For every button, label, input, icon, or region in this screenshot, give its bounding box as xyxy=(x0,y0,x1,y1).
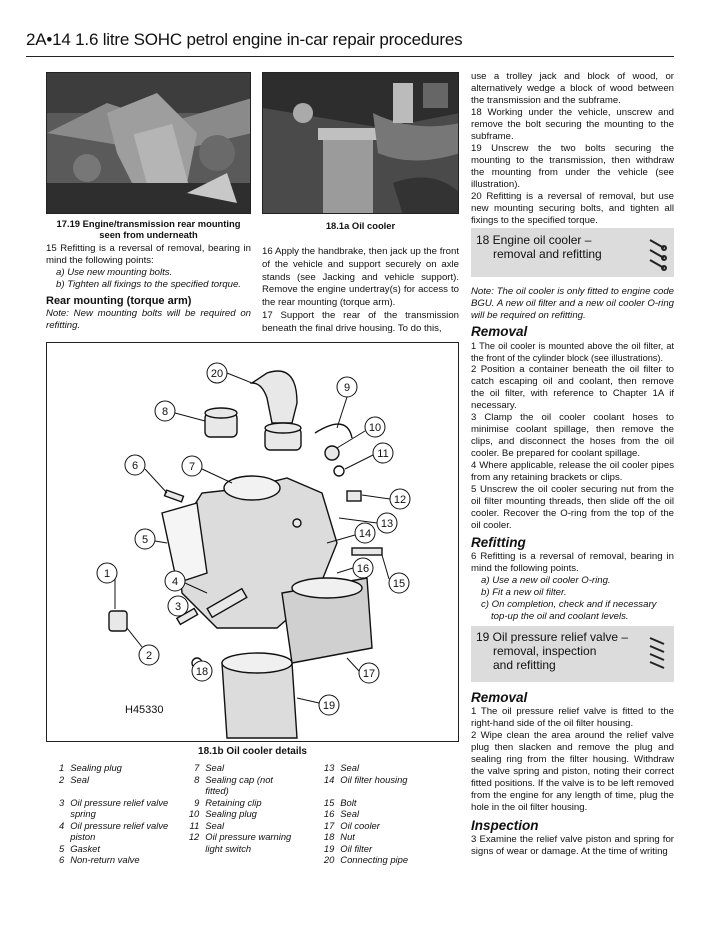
parts-row xyxy=(52,774,452,786)
section-18-box xyxy=(471,228,674,277)
caption-18-1a: 18.1a Oil cooler xyxy=(325,220,396,231)
callout-15: 15 xyxy=(392,578,406,590)
section-19-box xyxy=(471,626,674,682)
part-name: Bolt xyxy=(340,796,357,808)
part-number: 9 xyxy=(194,796,200,808)
callout-1: 1 xyxy=(103,568,111,580)
part-number: 5 xyxy=(59,842,65,854)
part-number: 6 xyxy=(59,854,65,865)
para-17: 17 Support the rear of the transmission beneath the final drive housing. To do this, xyxy=(262,309,459,334)
refit-6a: a) Use a new oil cooler O-ring. xyxy=(481,575,611,586)
note-18: Note: The oil cooler is only fitted to engine code BGU. A new oil filter and a new oil cooler O-ring will be required on refitting. xyxy=(471,286,674,321)
part-name xyxy=(205,854,322,866)
part-number: 2 xyxy=(59,773,65,785)
callout-16: 16 xyxy=(356,563,370,575)
part-name: Seal xyxy=(340,762,360,773)
para-15: 15 Refitting is a reversal of removal, bearing in mind the following points: xyxy=(46,243,251,266)
note-rear-mounting: Note: New mounting bolts will be required on refitting. xyxy=(46,308,251,331)
refit-6c-cont: top-up the oil and coolant levels. xyxy=(491,611,629,622)
para-18: 18 Working under the vehicle, unscrew and remove the bolt securing the mounting to the subframe. xyxy=(471,107,674,142)
parts-list xyxy=(52,762,452,866)
callout-8: 8 xyxy=(161,406,169,418)
callout-10: 10 xyxy=(368,422,382,434)
part-number xyxy=(52,831,70,843)
part-number: 12 xyxy=(188,831,200,842)
parts-row xyxy=(52,820,452,832)
header-rule xyxy=(26,56,674,57)
exploded-view-drawing xyxy=(47,343,458,741)
callout-20: 20 xyxy=(210,368,224,380)
part-name: Oil cooler xyxy=(340,819,380,831)
callout-4: 4 xyxy=(171,576,179,588)
column-1-text xyxy=(46,243,251,332)
part-number xyxy=(187,785,205,797)
callout-14: 14 xyxy=(358,528,372,540)
diagram-code: H45330 xyxy=(125,704,164,716)
part-name: Seal xyxy=(70,773,90,785)
part-number xyxy=(187,843,205,855)
para-16: 16 Apply the handbrake, then jack up the front of the vehicle and support securely on axle stands (see Jacking and vehicle support). Remove the engine undertray(s) for access to the rear mounting (torque arm). xyxy=(262,246,459,309)
section-18-title: 18 Engine oil cooler – xyxy=(476,233,592,247)
heading-rear-mounting: Rear mounting (torque arm) xyxy=(46,295,192,307)
part-name: Sealing cap (not xyxy=(205,773,274,785)
part-name: Seal xyxy=(205,762,225,773)
part-number: 19 xyxy=(323,842,335,854)
photo-oil-cooler xyxy=(262,72,459,214)
refit-6b: b) Fit a new oil filter. xyxy=(481,587,567,598)
heading-removal: Removal xyxy=(471,324,528,339)
part-name: Non-return valve xyxy=(70,854,140,865)
section-19-title: 19 Oil pressure relief valve – xyxy=(476,630,629,644)
part-number: 4 xyxy=(59,819,65,831)
part-number xyxy=(52,808,70,820)
caption-18-1b: 18.1b Oil cooler details xyxy=(198,746,307,757)
callout-18: 18 xyxy=(195,666,209,678)
page-header: 2A•14 1.6 litre SOHC petrol engine in-car repair procedures xyxy=(26,30,463,49)
callout-7: 7 xyxy=(188,461,196,473)
section-18-subtitle: removal and refitting xyxy=(493,247,602,261)
part-name: Oil pressure relief valve xyxy=(70,819,169,831)
difficulty-spanner-icon xyxy=(646,634,668,676)
part-name: fitted) xyxy=(205,785,229,796)
part-name: Gasket xyxy=(70,842,100,854)
photo-rear-mounting xyxy=(46,72,251,214)
callout-19: 19 xyxy=(322,700,336,712)
parts-row xyxy=(52,797,452,809)
oil-cooler-image xyxy=(263,73,459,214)
column-3-text xyxy=(471,71,674,227)
part-name: Sealing plug xyxy=(70,762,122,773)
parts-row xyxy=(52,854,452,866)
part-name xyxy=(340,785,452,797)
callout-11: 11 xyxy=(377,448,389,460)
removal-5: 5 Unscrew the oil cooler securing nut from the oil filter mounting threads, then slide off the oil cooler. Recover the O-ring from the top of the oil cooler. xyxy=(471,484,674,531)
para-19: 19 Unscrew the two bolts securing the mounting to the transmission, then withdraw the mounting from under the vehicle (see illustration). xyxy=(471,143,674,190)
part-number: 8 xyxy=(194,773,200,785)
part-number: 18 xyxy=(323,831,335,842)
part-name: light switch xyxy=(205,842,252,854)
removal-2: 2 Position a container beneath the oil filter to catch escaping oil and coolant, then remove the oil filter, with reference to Chapter 1A if necessary. xyxy=(471,364,674,411)
callout-12: 12 xyxy=(393,494,407,506)
part-number: 15 xyxy=(323,796,335,808)
part-number xyxy=(187,854,205,866)
callout-17: 17 xyxy=(362,668,376,680)
callout-3: 3 xyxy=(174,601,182,613)
inspect-3: 3 Examine the relief valve piston and spring for signs of wear or damage. At the time of writing xyxy=(471,834,674,857)
callout-2: 2 xyxy=(145,650,153,662)
part-number: 10 xyxy=(188,808,200,819)
parts-row xyxy=(52,831,452,843)
refit-6c: c) On completion, check and if necessary xyxy=(481,599,657,610)
callout-13: 13 xyxy=(380,518,394,530)
valve-2: 2 Wipe clean the area around the relief valve plug then slacken and remove the plug and sealing ring from the filter housing. Withdraw the valve spring and piston, noting their correct fitted positions. If the valve is to be left removed from the engine for any length of time, plug the hole in the oil filter housing. xyxy=(471,730,674,813)
part-number: 20 xyxy=(323,854,335,865)
section-19-subtitle-1: removal, inspection xyxy=(493,644,597,658)
removal-1: 1 The oil cooler is mounted above the oil filter, at the front of the cylinder block (see illustrations). xyxy=(471,341,674,363)
part-name: Oil filter xyxy=(340,842,373,854)
part-name: Connecting pipe xyxy=(340,854,409,865)
part-number: 3 xyxy=(59,796,65,808)
caption-17-19: 17.19 Engine/transmission rear mounting seen from underneath xyxy=(56,218,241,240)
heading-inspection: Inspection xyxy=(471,818,539,833)
para-15b: b) Tighten all fixings to the specified torque. xyxy=(56,279,241,290)
rear-mounting-image xyxy=(47,73,251,214)
parts-row xyxy=(52,843,452,855)
parts-row xyxy=(52,785,452,797)
part-number: 1 xyxy=(59,762,65,773)
part-name: Sealing plug xyxy=(205,808,257,819)
part-number: 11 xyxy=(189,819,200,831)
parts-row xyxy=(52,762,452,774)
part-number: 14 xyxy=(323,773,335,785)
para-15a: a) Use new mounting bolts. xyxy=(56,267,173,278)
part-name: Oil filter housing xyxy=(340,773,408,785)
part-name: Seal xyxy=(340,808,360,819)
removal-4: 4 Where applicable, release the oil cooler pipes from any retaining brackets or clips. xyxy=(471,460,674,483)
part-number xyxy=(322,785,340,797)
callout-9: 9 xyxy=(343,382,351,394)
oil-cooler-diagram xyxy=(46,342,459,742)
part-number: 7 xyxy=(194,762,200,773)
part-number: 16 xyxy=(323,808,335,819)
part-name xyxy=(70,785,187,797)
part-name: piston xyxy=(70,831,96,842)
part-name: Oil pressure warning xyxy=(205,831,292,842)
refit-6: 6 Refitting is a reversal of removal, bearing in mind the following points. xyxy=(471,551,674,574)
para-20: 20 Refitting is a reversal of removal, but use new mounting securing bolts, and tighten all fixings to the specified torque. xyxy=(471,191,674,226)
column-3-section-19 xyxy=(471,690,674,858)
part-name: spring xyxy=(70,808,96,819)
difficulty-spanner-icon xyxy=(646,236,668,272)
part-name: Nut xyxy=(340,831,355,842)
heading-refitting: Refitting xyxy=(471,535,526,550)
part-name: Seal xyxy=(205,819,225,831)
column-3-section-18 xyxy=(471,286,674,623)
heading-removal-2: Removal xyxy=(471,690,528,705)
removal-3: 3 Clamp the oil cooler coolant hoses to minimise coolant spillage, then remove the clips, and disconnect the hoses from the oil cooler. Be prepared for coolant spillage. xyxy=(471,412,674,459)
part-number: 13 xyxy=(323,762,335,773)
part-name: Oil pressure relief valve xyxy=(70,796,169,808)
section-19-subtitle-2: and refitting xyxy=(493,658,556,672)
part-number: 17 xyxy=(323,819,335,831)
para-17-cont: use a trolley jack and block of wood, or alternatively wedge a block of wood between the transmission and the subframe. xyxy=(471,71,674,106)
part-number xyxy=(52,785,70,797)
parts-row xyxy=(52,808,452,820)
callout-5: 5 xyxy=(141,534,149,546)
part-name: Retaining clip xyxy=(205,796,262,808)
callout-6: 6 xyxy=(131,460,139,472)
column-2-text xyxy=(262,246,459,336)
valve-1: 1 The oil pressure relief valve is fitted to the right-hand side of the oil filter housing. xyxy=(471,706,674,729)
